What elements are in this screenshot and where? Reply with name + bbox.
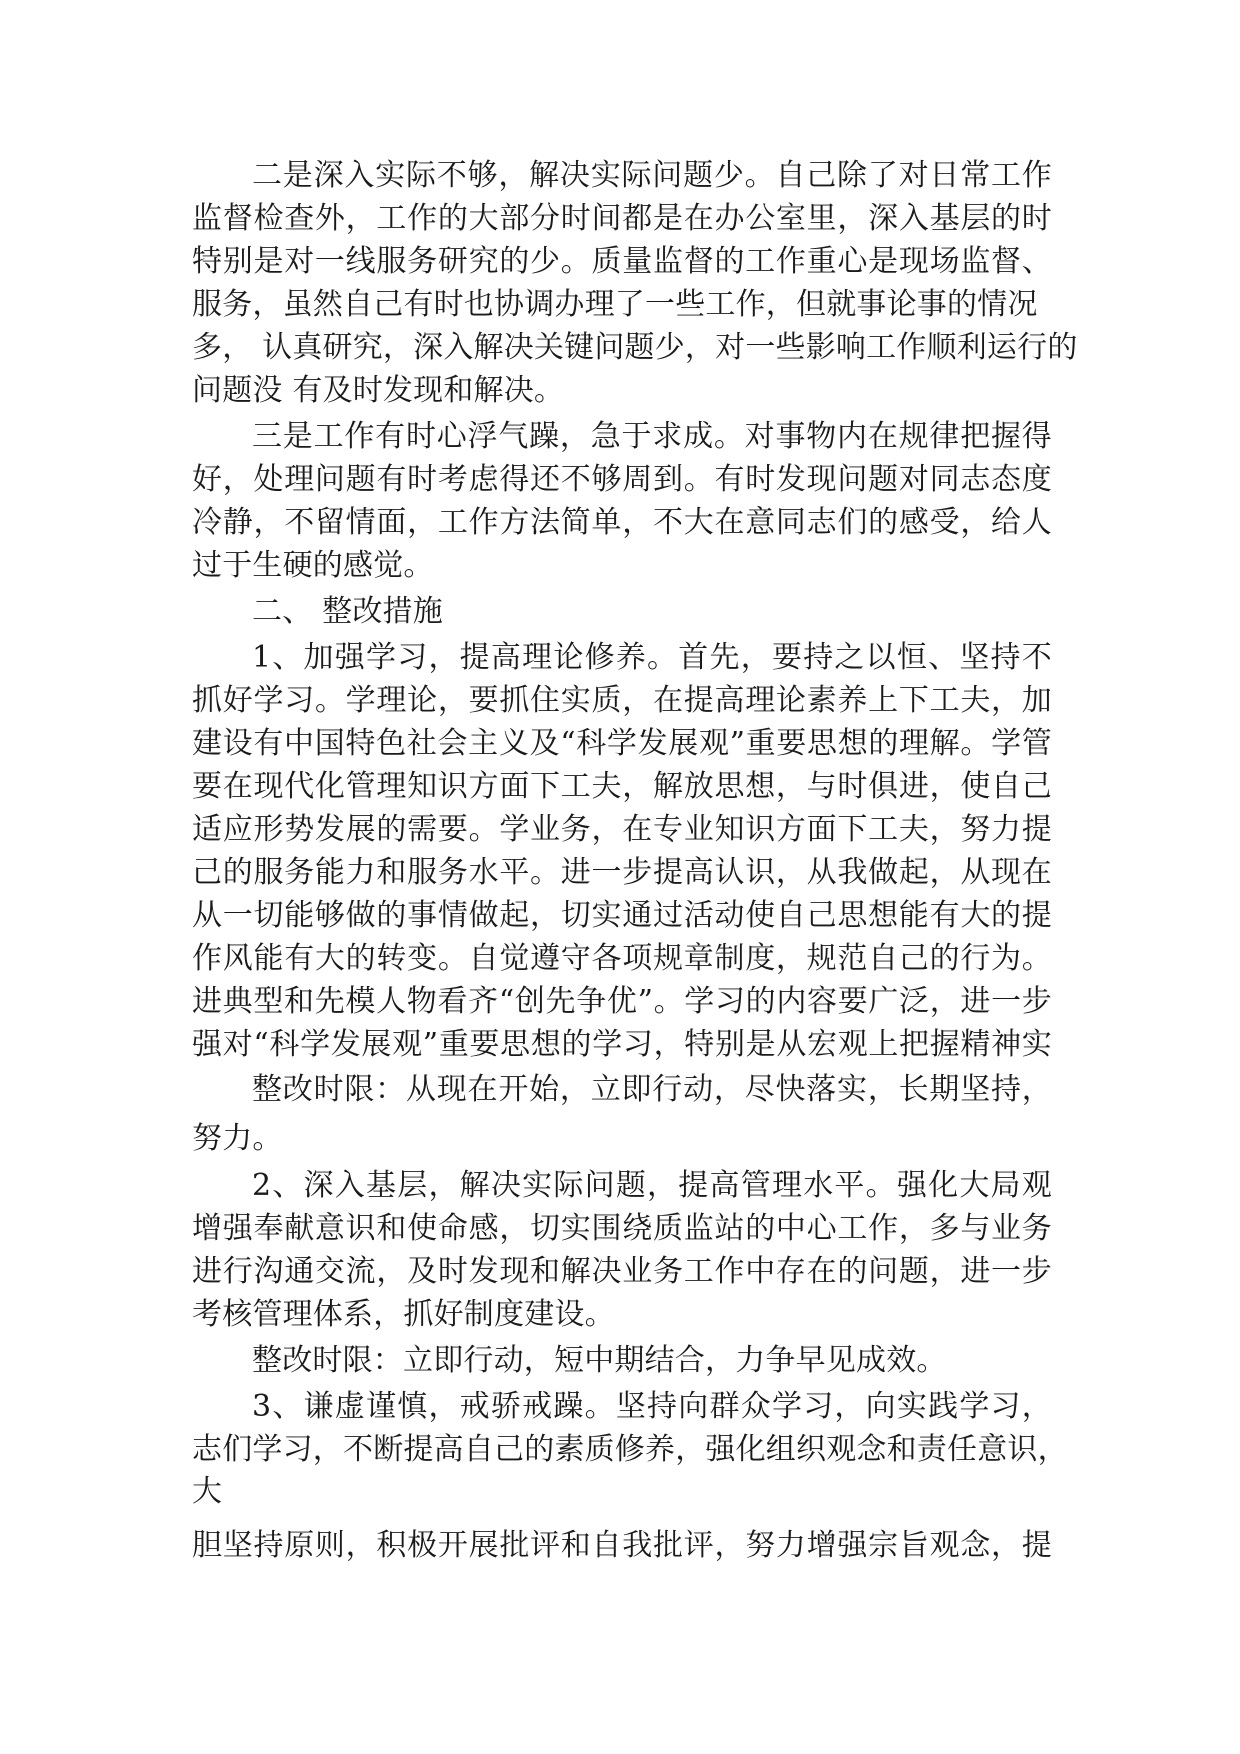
text-line: 多， 认真研究，深入解决关键问题少，对一些影响工作顺利运行的 bbox=[192, 330, 1078, 365]
text-line: 2、深入基层，解决实际问题，提高管理水平。强化大局观 bbox=[252, 1168, 1052, 1203]
text-line: 努力。 bbox=[192, 1121, 283, 1156]
text-line: 适应形势发展的需要。学业务，在专业知识方面下工夫，努力提 bbox=[192, 812, 1052, 847]
text-line: 特别是对一线服务研究的少。质量监督的工作重心是现场监督、 bbox=[192, 244, 1052, 279]
text-line: 问题没 有及时发现和解决。 bbox=[192, 373, 565, 408]
text-line: 1、加强学习，提高理论修养。首先，要持之以恒、坚持不 bbox=[252, 640, 1052, 675]
text-line: 建设有中国特色社会主义及“科学发展观”重要思想的理解。学管 bbox=[192, 726, 1052, 761]
text-line: 监督检查外，工作的大部分时间都是在办公室里，深入基层的时 bbox=[192, 201, 1052, 236]
text-line: 作风能有大的转变。自觉遵守各项规章制度，规范自己的行为。 bbox=[192, 941, 1052, 976]
text-line: 胆坚持原则，积极开展批评和自我批评，努力增强宗旨观念，提 bbox=[192, 1528, 1052, 1563]
text-line: 整改时限：从现在开始，立即行动，尽快落实，长期坚持， bbox=[252, 1072, 1052, 1107]
text-line: 从一切能够做的事情做起，切实通过活动使自己思想能有大的提 bbox=[192, 898, 1052, 933]
text-line: 服务，虽然自己有时也协调办理了一些工作，但就事论事的情况 bbox=[192, 287, 1038, 322]
text-line: 强对“科学发展观”重要思想的学习，特别是从宏观上把握精神实 bbox=[192, 1027, 1052, 1062]
text-line: 冷静，不留情面，工作方法简单，不大在意同志们的感受，给人 bbox=[192, 505, 1052, 540]
text-line: 过于生硬的感觉。 bbox=[192, 548, 434, 583]
text-line: 要在现代化管理知识方面下工夫，解放思想，与时俱进，使自己 bbox=[192, 769, 1052, 804]
text-line: 进典型和先模人物看齐“创先争优”。学习的内容要广泛，进一步 bbox=[192, 984, 1052, 1019]
text-line: 己的服务能力和服务水平。进一步提高认识，从我做起，从现在 bbox=[192, 855, 1052, 890]
text-line: 3、谦虚谨慎，戒骄戒躁。坚持向群众学习，向实践学习， bbox=[252, 1389, 1052, 1424]
text-line: 志们学习，不断提高自己的素质修养，强化组织观念和责任意识， bbox=[192, 1432, 1068, 1467]
text-line: 进行沟通交流，及时发现和解决业务工作中存在的问题，进一步 bbox=[192, 1254, 1052, 1289]
text-line: 二是深入实际不够，解决实际问题少。自己除了对日常工作 bbox=[252, 158, 1052, 193]
section-heading: 二、 整改措施 bbox=[252, 594, 443, 629]
text-line: 抓好学习。学理论，要抓住实质，在提高理论素养上下工夫，加 bbox=[192, 683, 1052, 718]
text-line: 三是工作有时心浮气躁，急于求成。对事物内在规律把握得 bbox=[252, 419, 1052, 454]
text-line: 好，处理问题有时考虑得还不够周到。有时发现问题对同志态度 bbox=[192, 462, 1052, 497]
text-line: 整改时限：立即行动，短中期结合，力争早见成效。 bbox=[252, 1343, 947, 1378]
text-line: 增强奉献意识和使命感，切实围绕质监站的中心工作，多与业务 bbox=[192, 1211, 1052, 1246]
text-line: 大 bbox=[192, 1474, 223, 1509]
text-line: 考核管理体系，抓好制度建设。 bbox=[192, 1297, 615, 1332]
